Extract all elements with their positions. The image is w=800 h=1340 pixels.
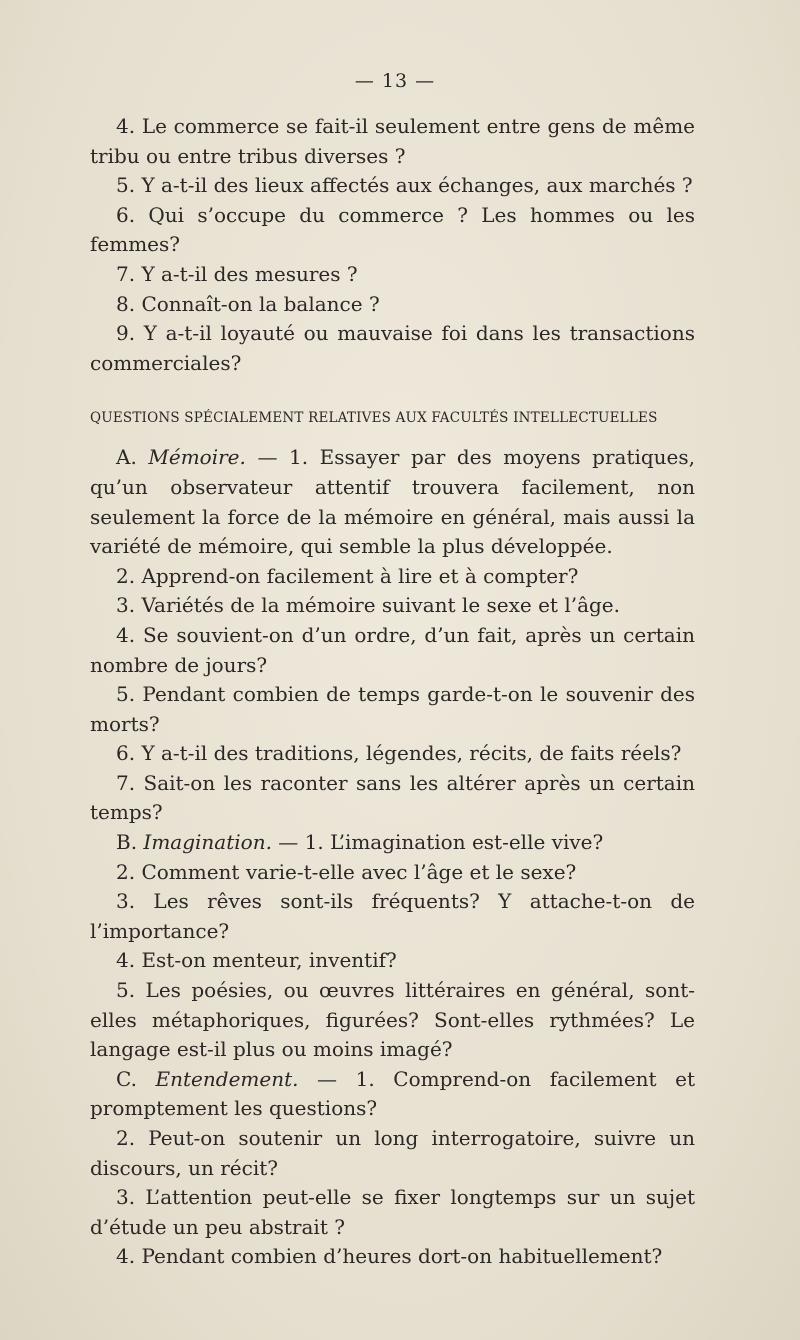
memoire-question-7: 7. Sait-on les raconter sans les altérer après un certain temps? [90,770,695,825]
entendement-question-4: 4. Pendant combien d’heures dort-on habituellement? [116,1244,663,1269]
question-commerce-8: 8. Connaît-on la balance ? [116,291,380,316]
memoire-q1-text: 1. Essayer par des moyens pratiques, qu’un observateur attentif trouvera facilement, non seulement la force de la mémoire en général, mais aussi la variété de mémoire, qui semble la plus développée. [90,445,696,559]
memoire-label: A. [116,445,137,470]
memoire-title: Mémoire. [148,445,246,470]
imagination-question-4: 4. Est-on menteur, inventif? [116,948,397,973]
memoire-question-2: 2. Apprend-on facilement à lire et à compter? [116,563,579,588]
imagination-label: B. [116,830,138,855]
question-commerce-4: 4. Le commerce se fait-il seulement entre gens de même tribu ou entre tribus diverses ? [90,114,695,168]
entendement-question-3: 3. L’attention peut-elle se fixer longtemps sur un sujet d’étude un peu abstrait ? [90,1185,695,1239]
imagination-question-5: 5. Les poésies, ou œuvres littéraires en général, sont-elles métaphoriques, figurées? Sont-elles rythmées? Le langage est-il plus ou moins imagé? [90,978,695,1062]
question-commerce-6: 6. Qui s’occupe du commerce ? Les hommes ou les femmes? [90,202,695,257]
imagination-title: Imagination. [143,830,272,855]
entendement-q1-text: 1. Comprend-on facilement et promptement les questions? [90,1066,696,1121]
entendement-question-1 [90,1065,695,1124]
question-commerce-5: 5. Y a-t-il des lieux affectés aux échanges, aux marchés ? [116,173,693,198]
section-heading: QUESTIONS SPÉCIALEMENT RELATIVES AUX FACULTÉS INTELLECTUELLES [90,410,658,427]
imagination-question-2: 2. Comment varie-t-elle avec l’âge et le sexe? [116,859,577,884]
imagination-dash: — [271,830,305,855]
memoire-question-5: 5. Pendant combien de temps garde-t-on le souvenir des morts? [90,682,695,736]
memoire-question-6: 6. Y a-t-il des traditions, légendes, récits, de faits réels? [116,741,682,766]
page-number: — 13 — [354,70,436,92]
entendement-title: Entendement. [155,1066,299,1091]
page-body [90,112,695,1272]
memoire-question-3: 3. Variétés de la mémoire suivant le sexe et l’âge. [116,593,620,618]
imagination-question-1 [90,828,695,858]
entendement-question-2: 2. Peut-on soutenir un long interrogatoire, suivre un discours, un récit? [90,1126,695,1180]
imagination-q1-text: 1. L’imagination est-elle vive? [304,830,604,855]
memoire-question-1 [90,443,695,561]
imagination-question-3: 3. Les rêves sont-ils fréquents? Y attache-t-on de l’importance? [90,889,695,943]
entendement-dash: — [298,1066,356,1091]
memoire-dash: — [245,445,290,470]
memoire-question-4: 4. Se souvient-on d’un ordre, d’un fait, après un certain nombre de jours? [90,622,695,677]
question-commerce-9: 9. Y a-t-il loyauté ou mauvaise foi dans les transactions commerciales? [90,321,695,375]
entendement-label: C. [116,1066,137,1091]
question-commerce-7: 7. Y a-t-il des mesures ? [116,261,358,286]
